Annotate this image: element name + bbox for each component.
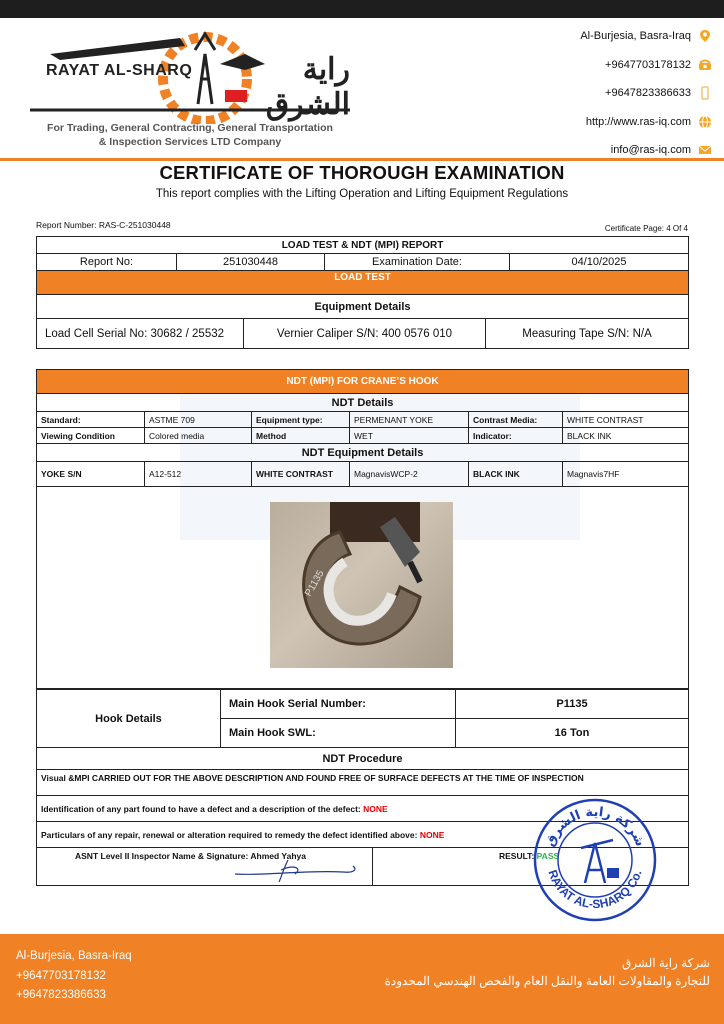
footer-phone2[interactable]: +9647823386633 [16, 989, 106, 1001]
address-text: Al-Burjesia, Basra-Iraq [580, 30, 691, 43]
company-logo [30, 24, 350, 154]
white-contrast-value: MagnavisWCP-2 [350, 462, 469, 487]
hook-photo [270, 502, 453, 668]
yoke-label: YOKE S/N [37, 462, 145, 487]
standard-label: Standard: [37, 412, 145, 428]
contrast-media-label: Contrast Media: [469, 412, 563, 428]
indicator-label: Indicator: [469, 428, 563, 444]
company-stamp [533, 798, 657, 922]
procedure-heading: NDT Procedure [37, 748, 689, 770]
hook-serial-label: Main Hook Serial Number: [221, 690, 456, 719]
footer [0, 934, 724, 1024]
mobile-icon [698, 86, 712, 100]
contact-website[interactable] [512, 108, 712, 137]
email-icon [698, 143, 712, 157]
ndt-heading: NDT (MPI) FOR CRANE’S HOOK [37, 370, 689, 394]
result-label: RESULT: [499, 851, 535, 861]
method-value: WET [350, 428, 469, 444]
hook-stamp-text: P1135 [303, 568, 327, 599]
phone-icon [698, 58, 712, 72]
method-label: Method [252, 428, 350, 444]
defect-value: NONE [363, 803, 388, 814]
certificate-title: CERTIFICATE OF THOROUGH EXAMINATION [159, 162, 565, 183]
report-heading: LOAD TEST & NDT (MPI) REPORT [37, 237, 689, 254]
certificate-page: Certificate Page: 4 Of 4 [604, 224, 688, 233]
logo-subtitle [30, 121, 350, 149]
equipment-type-value: PERMENANT YOKE [350, 412, 469, 428]
result-value: PASS [536, 851, 560, 861]
hook-details-label: Hook Details [37, 690, 221, 748]
tape-serial: Measuring Tape S/N: N/A [522, 327, 652, 340]
inspector-label: ASNT Level II Inspector Name & Signature: Ahmed Yahya [75, 851, 306, 861]
load-test-heading: LOAD TEST [37, 271, 689, 295]
ndt-details-heading: NDT Details [37, 394, 689, 412]
contact-address [512, 22, 712, 51]
logo-subtitle-line2: & Inspection Services LTD Company [98, 136, 282, 148]
globe-icon [698, 115, 712, 129]
email-text[interactable]: info@ras-iq.com [610, 144, 691, 157]
standard-value: ASTME 709 [145, 412, 252, 428]
load-cell-serial: Load Cell Serial No: 30682 / 25532 [37, 319, 244, 348]
report-no-label: Report No: [37, 254, 177, 271]
contact-mobile[interactable] [512, 79, 712, 108]
contrast-media-value: WHITE CONTRAST [563, 412, 689, 428]
equipment-details-heading: Equipment Details [37, 295, 689, 319]
black-ink-label: BLACK INK [469, 462, 563, 487]
location-pin-icon [698, 29, 712, 43]
black-ink-value: Magnavis7HF [563, 462, 689, 487]
footer-contacts [16, 947, 132, 1006]
hook-swl-value: 16 Ton [456, 719, 689, 748]
report-no-value: 251030448 [177, 254, 325, 271]
signature-mark [233, 856, 363, 882]
footer-arabic-line2: للتجارة والمقاولات العامة والنقل العام والفحص الهندسي المحدودة [384, 974, 710, 988]
hook-swl-label: Main Hook SWL: [221, 719, 456, 748]
footer-arabic [385, 954, 710, 990]
mobile-text[interactable]: +9647823386633 [605, 87, 691, 100]
vernier-serial: Vernier Caliper S/N: 400 0576 010 [244, 319, 486, 348]
stamp-arabic-text: شركة راية الشرق [542, 804, 648, 849]
logo-arabic-text: راية الشرق [265, 53, 350, 121]
indicator-value: BLACK INK [563, 428, 689, 444]
hook-serial-value: P1135 [456, 690, 689, 719]
contact-phone[interactable] [512, 51, 712, 80]
hook-details-table [36, 689, 689, 748]
yoke-value: A12-512 [145, 462, 252, 487]
defect-label: Identification of any part found to have a defect and a description of the defect: [41, 803, 361, 814]
top-bar [0, 0, 724, 18]
website-text[interactable]: http://www.ras-iq.com [585, 115, 691, 128]
phone-text[interactable]: +9647703178132 [605, 58, 691, 71]
exam-date-value: 04/10/2025 [510, 254, 689, 271]
ndt-equipment-heading: NDT Equipment Details [37, 444, 689, 462]
header-contacts [512, 22, 712, 165]
repair-value: NONE [419, 829, 445, 840]
load-test-table [36, 236, 689, 349]
exam-date-label: Examination Date: [325, 254, 510, 271]
footer-address: Al-Burjesia, Basra-Iraq [16, 950, 132, 962]
white-contrast-label: WHITE CONTRAST [252, 462, 350, 487]
footer-phone1[interactable]: +9647703178132 [16, 969, 106, 982]
stamp-english-text: RAYAT AL-SHARQ Co. [545, 867, 645, 912]
certificate-subtitle: This report complies with the Lifting Operation and Lifting Equipment Regulations [155, 188, 569, 200]
equipment-type-label: Equipment type: [252, 412, 350, 428]
repair-label: Particulars of any repair, renewal or alteration required to remedy the defect identified above: [41, 829, 418, 840]
viewing-condition-value: Colored media [145, 428, 252, 444]
header-separator [0, 158, 724, 161]
footer-arabic-line1: شركة راية الشرق [621, 956, 710, 970]
logo-english-text: RAYAT AL-SHARQ [46, 62, 193, 79]
procedure-line1: Visual &MPI CARRIED OUT FOR THE ABOVE DESCRIPTION AND FOUND FREE OF SURFACE DEFECTS AT THE TIME OF INSPECTION [37, 770, 689, 796]
report-number: Report Number: RAS-C-251030448 [36, 220, 171, 230]
logo-subtitle-line1: For Trading, General Contracting, General Transportation [47, 122, 333, 134]
viewing-condition-label: Viewing Condition [37, 428, 145, 444]
inspector-cell [37, 848, 373, 886]
equipment-details-row [37, 319, 689, 349]
